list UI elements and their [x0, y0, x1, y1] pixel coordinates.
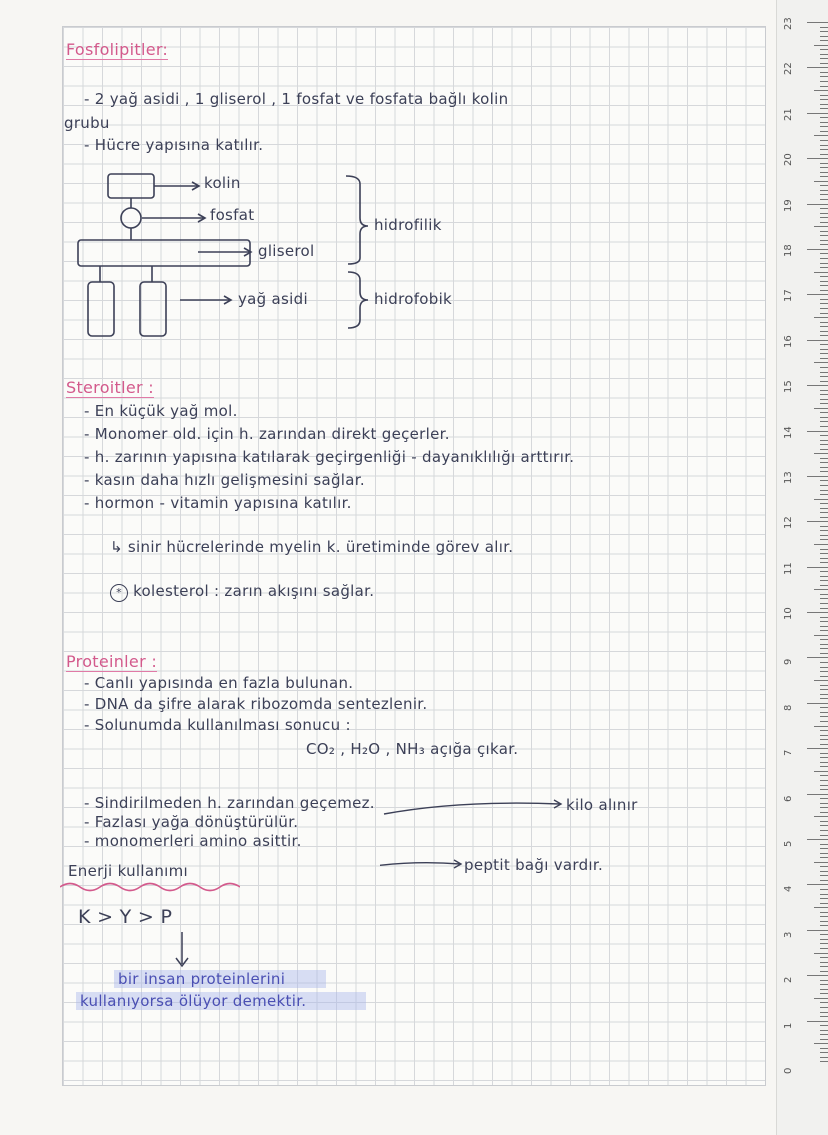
protein-item-2: - DNA da şifre alarak ribozomda sentezlenir.: [84, 695, 428, 713]
ruler-label: 5: [783, 840, 794, 848]
ruler-tick: [820, 313, 828, 314]
ruler-tick: [820, 539, 828, 540]
ruler-tick: [820, 508, 828, 509]
ruler-tick: [820, 222, 828, 223]
fosfolipit-line-2: - Hücre yapısına katılır.: [84, 136, 264, 154]
ruler-tick: [820, 667, 828, 668]
ruler-tick: [814, 816, 828, 817]
ruler-tick: [820, 526, 828, 527]
ruler-tick: [820, 367, 828, 368]
steroid-note-kolesterol: kolesterol : zarın akışını sağlar.: [133, 582, 375, 600]
ruler-tick: [814, 862, 828, 863]
label-kolin: kolin: [204, 174, 241, 192]
ruler-tick: [820, 326, 828, 327]
ruler-tick: [820, 353, 828, 354]
ruler-tick: [820, 735, 828, 736]
ruler-tick: [820, 1007, 828, 1008]
ruler-tick: [807, 158, 828, 159]
steroid-item-5: - hormon - vitamin yapısına katılır.: [84, 494, 352, 512]
ruler-tick: [820, 349, 828, 350]
ruler-label: 3: [783, 931, 794, 938]
steroid-note-kolesterol-marker: [110, 582, 374, 602]
ruler-tick: [820, 417, 828, 418]
ruler-tick: [820, 912, 828, 913]
ruler-tick: [820, 780, 828, 781]
ruler-tick: [820, 757, 828, 758]
ruler-label: 1: [783, 1022, 794, 1029]
ruler-tick: [820, 803, 828, 804]
ruler-tick: [820, 626, 828, 627]
ruler-tick: [807, 67, 828, 68]
ruler-tick: [807, 431, 828, 432]
ruler-tick: [820, 403, 828, 404]
ruler-tick: [814, 998, 828, 999]
ruler-tick: [820, 1039, 828, 1040]
ruler-label: 23: [783, 17, 794, 30]
ruler-tick: [820, 766, 828, 767]
ruler-tick: [807, 748, 828, 749]
ruler-tick: [814, 135, 828, 136]
ruler-tick: [820, 244, 828, 245]
ruler-tick: [820, 494, 828, 495]
ruler-tick: [807, 930, 828, 931]
ruler-tick: [820, 630, 828, 631]
ruler-tick: [820, 163, 828, 164]
ruler-label: 7: [783, 749, 794, 757]
steroid-note-myelin: ↳ sinir hücrelerinde myelin k. üretiminde görev alır.: [110, 538, 514, 556]
ruler-tick: [820, 966, 828, 967]
ruler-tick: [814, 408, 828, 409]
ruler-label: 22: [783, 62, 794, 76]
ruler-tick: [820, 267, 828, 268]
ruler-tick: [820, 49, 828, 50]
ruler-tick: [814, 272, 828, 273]
enerji-order: K > Y > P: [78, 906, 173, 928]
ruler-tick: [820, 871, 828, 872]
ruler-tick: [820, 480, 828, 481]
ruler-tick: [820, 644, 828, 645]
ruler-label: 18: [783, 244, 794, 257]
ruler-tick: [820, 848, 828, 849]
ruler-tick: [820, 281, 828, 282]
ruler-tick: [820, 835, 828, 836]
protein-item-1: - Canlı yapısında en fazla bulunan.: [84, 674, 354, 692]
ruler-tick: [820, 1002, 828, 1003]
ruler-label: 8: [783, 704, 794, 711]
ruler-tick: [820, 694, 828, 695]
ruler-tick: [820, 830, 828, 831]
ruler-tick: [814, 726, 828, 727]
ruler-tick: [820, 440, 828, 441]
ruler-tick: [807, 612, 828, 613]
ruler-tick: [820, 276, 828, 277]
ruler-tick: [820, 671, 828, 672]
ruler-tick: [820, 984, 828, 985]
ruler-tick: [820, 925, 828, 926]
ruler-tick: [820, 394, 828, 395]
ruler-tick: [820, 263, 828, 264]
ruler-tick: [820, 562, 828, 563]
ruler-label: 10: [783, 607, 794, 621]
ruler-tick: [820, 1012, 828, 1013]
ruler-tick: [820, 825, 828, 826]
enerji-title: Enerji kullanımı: [68, 862, 188, 880]
ruler-label: 13: [783, 471, 794, 484]
ruler-tick: [820, 553, 828, 554]
ruler-tick: [820, 898, 828, 899]
ruler-tick: [820, 921, 828, 922]
ruler-tick: [820, 1030, 828, 1031]
ruler-tick: [820, 412, 828, 413]
ruler-tick: [820, 358, 828, 359]
ruler-tick: [820, 730, 828, 731]
ruler-tick: [820, 807, 828, 808]
ruler-tick: [820, 31, 828, 32]
ruler-tick: [820, 331, 828, 332]
ruler-tick: [820, 716, 828, 717]
steroid-item-4: - kasın daha hızlı gelişmesini sağlar.: [84, 471, 365, 489]
ruler-tick: [820, 676, 828, 677]
ruler-tick: [814, 907, 828, 908]
ruler-tick: [820, 689, 828, 690]
protein-products: CO₂ , H₂O , NH₃ açığa çıkar.: [306, 740, 519, 758]
ruler-tick: [820, 1061, 828, 1062]
ruler-tick: [820, 535, 828, 536]
ruler-tick: [814, 635, 828, 636]
section-title-steroitler: Steroitler :: [66, 378, 154, 397]
ruler-tick: [820, 458, 828, 459]
ruler-tick: [814, 771, 828, 772]
ruler-tick: [820, 707, 828, 708]
ruler-tick: [820, 603, 828, 604]
ruler-tick: [820, 512, 828, 513]
ruler-tick: [820, 789, 828, 790]
ruler-tick: [820, 154, 828, 155]
ruler-tick: [820, 72, 828, 73]
ruler-tick: [820, 217, 828, 218]
ruler-tick: [807, 294, 828, 295]
phospholipid-diagram: [70, 160, 530, 350]
ruler-tick: [820, 299, 828, 300]
ruler-tick: [820, 866, 828, 867]
ruler-tick: [820, 798, 828, 799]
ruler-tick: [820, 698, 828, 699]
ruler-tick: [820, 172, 828, 173]
ruler-tick: [820, 285, 828, 286]
enerji-wavy-underline: [60, 880, 240, 894]
ruler-tick: [820, 390, 828, 391]
ruler-tick: [807, 249, 828, 250]
ruler-tick: [820, 934, 828, 935]
ruler-tick: [820, 462, 828, 463]
fosfolipit-line-1: - 2 yağ asidi , 1 gliserol , 1 fosfat ve fosfata bağlı kolin: [84, 90, 509, 108]
ruler-tick: [820, 117, 828, 118]
ruler-tick: [814, 1043, 828, 1044]
ruler-tick: [820, 530, 828, 531]
bottom-note-line-2: kullanıyorsa ölüyor demektir.: [80, 992, 307, 1010]
ruler-tick: [820, 40, 828, 41]
ruler-tick: [820, 108, 828, 109]
ruler-tick: [820, 916, 828, 917]
ruler-tick: [820, 894, 828, 895]
ruler-tick: [820, 517, 828, 518]
ruler-tick: [807, 113, 828, 114]
protein-note-peptit: peptit bağı vardır.: [464, 856, 604, 874]
ruler-tick: [820, 208, 828, 209]
down-arrow-icon: [172, 930, 192, 970]
ruler-tick: [814, 589, 828, 590]
ruler-tick: [820, 167, 828, 168]
ruler-tick: [820, 372, 828, 373]
ruler-tick: [820, 253, 828, 254]
protein-note-kilo: kilo alınır: [566, 796, 638, 814]
ruler-tick: [820, 939, 828, 940]
ruler-tick: [820, 980, 828, 981]
ruler-tick: [820, 258, 828, 259]
ruler-label: 17: [783, 289, 794, 303]
ruler-tick: [820, 1025, 828, 1026]
ruler-tick: [820, 76, 828, 77]
ruler-tick: [820, 989, 828, 990]
ruler-tick: [807, 794, 828, 795]
ruler-tick: [814, 499, 828, 500]
ruler-tick: [820, 467, 828, 468]
label-hidrofilik: hidrofilik: [374, 216, 442, 234]
ruler-tick: [820, 962, 828, 963]
ruler-tick: [820, 444, 828, 445]
ruler-tick: [820, 853, 828, 854]
ruler-tick: [820, 335, 828, 336]
ruler-tick: [820, 594, 828, 595]
ruler-tick: [820, 122, 828, 123]
ruler-tick: [807, 703, 828, 704]
ruler-tick: [820, 290, 828, 291]
ruler-tick: [820, 948, 828, 949]
ruler-tick: [820, 485, 828, 486]
ruler-tick: [820, 36, 828, 37]
ruler-tick: [807, 884, 828, 885]
ruler-tick: [820, 785, 828, 786]
ruler-tick: [814, 544, 828, 545]
ruler-tick: [820, 903, 828, 904]
ruler-tick: [820, 240, 828, 241]
ruler-label: 9: [783, 659, 794, 666]
ruler-label: 6: [783, 795, 794, 802]
ruler-tick: [820, 571, 828, 572]
label-gliserol: gliserol: [258, 242, 315, 260]
ruler-tick: [820, 880, 828, 881]
ruler-tick: [820, 344, 828, 345]
ruler-tick: [820, 54, 828, 55]
label-hidrofobik: hidrofobik: [374, 290, 453, 308]
ruler-tick: [820, 1048, 828, 1049]
ruler-tick: [807, 340, 828, 341]
ruler-tick: [820, 621, 828, 622]
ruler-tick: [820, 104, 828, 105]
ruler-tick: [820, 503, 828, 504]
ruler-tick: [820, 712, 828, 713]
section-title-proteinler: Proteinler :: [66, 652, 158, 671]
ruler-tick: [820, 86, 828, 87]
ruler-tick: [820, 490, 828, 491]
ruler-tick: [820, 943, 828, 944]
ruler-tick: [820, 27, 828, 28]
ruler-tick: [814, 953, 828, 954]
ruler-tick: [820, 608, 828, 609]
protein-item-b-2: - Fazlası yağa dönüştürülür.: [84, 813, 299, 831]
ruler-tick: [820, 194, 828, 195]
label-fosfat: fosfat: [210, 206, 255, 224]
ruler-label: 20: [783, 153, 794, 167]
ruler-label: 0: [783, 1067, 794, 1074]
ruler-label: 19: [783, 198, 794, 212]
ruler-tick: [820, 648, 828, 649]
ruler-tick: [820, 308, 828, 309]
ruler-label: 11: [783, 561, 794, 575]
fosfolipit-line-1b: grubu: [64, 114, 110, 132]
ruler-tick: [820, 449, 828, 450]
section-title-fosfolipitler: Fosfolipitler:: [66, 40, 169, 59]
ruler-tick: [807, 657, 828, 658]
ruler-tick: [820, 821, 828, 822]
ruler-tick: [820, 149, 828, 150]
ruler-tick: [820, 685, 828, 686]
ruler-tick: [820, 322, 828, 323]
ruler-tick: [820, 381, 828, 382]
ruler-tick: [820, 844, 828, 845]
ruler-tick: [820, 199, 828, 200]
ruler-tick: [820, 775, 828, 776]
ruler-label: 15: [783, 380, 794, 394]
ruler-tick: [820, 1016, 828, 1017]
protein-item-b-3: - monomerleri amino asittir.: [84, 832, 302, 850]
ruler-tick: [820, 957, 828, 958]
ruler-tick: [820, 235, 828, 236]
ruler-tick: [820, 721, 828, 722]
ruler-tick: [807, 476, 828, 477]
ruler-tick: [820, 558, 828, 559]
ruler-tick: [814, 317, 828, 318]
ruler-tick: [820, 662, 828, 663]
ruler-tick: [807, 1021, 828, 1022]
ruler-tick: [807, 204, 828, 205]
ruler-tick: [807, 567, 828, 568]
ruler-tick: [820, 762, 828, 763]
protein-item-3: - Solunumda kullanılması sonucu :: [84, 716, 351, 734]
ruler-tick: [814, 680, 828, 681]
ruler-tick: [820, 653, 828, 654]
ruler-tick: [820, 58, 828, 59]
ruler-tick: [820, 812, 828, 813]
ruler-tick: [807, 385, 828, 386]
ruler-label: 12: [783, 516, 794, 530]
steroid-item-2: - Monomer old. için h. zarından direkt geçerler.: [84, 425, 450, 443]
steroid-item-3: - h. zarının yapısına katılarak geçirgenliği - dayanıklılığı arttırır.: [84, 448, 575, 466]
ruler-tick: [820, 435, 828, 436]
ruler-tick: [820, 598, 828, 599]
ruler-tick: [820, 739, 828, 740]
ruler-tick: [820, 753, 828, 754]
ruler-tick: [820, 549, 828, 550]
ruler-tick: [807, 521, 828, 522]
ruler-tick: [820, 1052, 828, 1053]
ruler-tick: [820, 63, 828, 64]
ruler-tick: [820, 399, 828, 400]
ruler-tick: [814, 45, 828, 46]
ruler-tick: [820, 140, 828, 141]
ruler-tick: [814, 181, 828, 182]
ruler-tick: [820, 131, 828, 132]
ruler-tick: [820, 145, 828, 146]
ruler-tick: [820, 81, 828, 82]
ruler-tick: [820, 889, 828, 890]
ruler-tick: [820, 376, 828, 377]
ruler-tick: [820, 585, 828, 586]
ruler-label: 16: [783, 335, 794, 348]
asterisk-circle-icon: *: [110, 584, 128, 602]
ruler-tick: [807, 22, 828, 23]
steroid-item-1: - En küçük yağ mol.: [84, 402, 238, 420]
ruler-label: 21: [783, 108, 794, 121]
ruler: [776, 0, 828, 1135]
ruler-tick: [820, 576, 828, 577]
ruler-tick: [814, 90, 828, 91]
label-yag-asidi: yağ asidi: [238, 290, 308, 308]
ruler-tick: [807, 975, 828, 976]
ruler-tick: [820, 580, 828, 581]
ruler-tick: [820, 1034, 828, 1035]
ruler-tick: [820, 99, 828, 100]
ruler-tick: [820, 231, 828, 232]
ruler-tick: [820, 971, 828, 972]
protein-item-b-1: - Sindirilmeden h. zarından geçemez.: [84, 794, 375, 812]
ruler-tick: [820, 126, 828, 127]
ruler-tick: [820, 993, 828, 994]
ruler-tick: [820, 857, 828, 858]
ruler-tick: [820, 213, 828, 214]
ruler-tick: [820, 421, 828, 422]
bottom-note-line-1: bir insan proteinlerini: [118, 970, 286, 988]
ruler-tick: [820, 471, 828, 472]
ruler-tick: [814, 453, 828, 454]
ruler-tick: [820, 617, 828, 618]
ruler-label: 2: [783, 976, 794, 984]
ruler-tick: [820, 176, 828, 177]
ruler-tick: [820, 303, 828, 304]
ruler-tick: [820, 95, 828, 96]
ruler-tick: [814, 226, 828, 227]
ruler-tick: [820, 185, 828, 186]
ruler-tick: [820, 1057, 828, 1058]
ruler-tick: [807, 839, 828, 840]
ruler-label: 14: [783, 425, 794, 439]
ruler-tick: [820, 426, 828, 427]
ruler-label: 4: [783, 886, 794, 893]
ruler-tick: [820, 875, 828, 876]
ruler-tick: [820, 190, 828, 191]
ruler-tick: [814, 362, 828, 363]
ruler-tick: [820, 639, 828, 640]
ruler-tick: [820, 744, 828, 745]
